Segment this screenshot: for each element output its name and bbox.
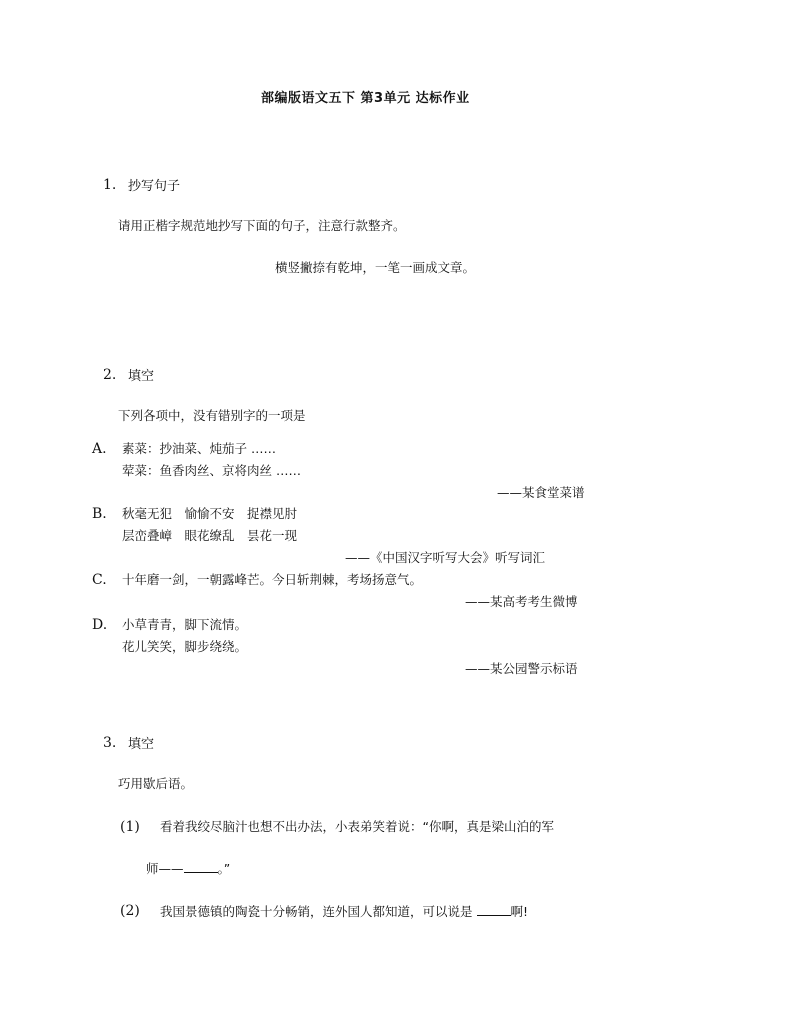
q2-option-d-line2: 花儿笑笑，脚步绕绕。: [122, 639, 248, 654]
document-title: 部编版语文五下 第3单元 达标作业: [261, 91, 470, 106]
q3-item2-number: (2): [120, 903, 140, 919]
q3-item2-text-after: 啊!: [510, 904, 529, 919]
q2-option-d-source: ——某公园警示标语: [465, 661, 578, 676]
q2-option-a-letter: A.: [92, 441, 107, 457]
q3-label: 填空: [128, 737, 155, 752]
q2-option-d-line1: 小草青青，脚下流情。: [122, 617, 248, 632]
q3-item1-text: 看着我绞尽脑汁也想不出办法，小表弟笑着说：“你啊，真是梁山泊的军: [160, 819, 554, 834]
q2-option-c-letter: C.: [92, 572, 107, 588]
q1-instruction: 请用正楷字规范地抄写下面的句子，注意行款整齐。: [118, 218, 406, 233]
q2-option-b-line2: 层峦叠嶂 眼花缭乱 昙花一现: [122, 528, 298, 543]
q3-item1-cont-after: 。”: [217, 861, 231, 876]
q3-item1-cont-before: 师——: [146, 861, 184, 876]
q2-label: 填空: [128, 369, 155, 384]
q2-option-a-line1: 素菜：抄油菜、炖茄子 ……: [122, 441, 276, 456]
q2-option-a-source: ——某食堂菜谱: [497, 485, 585, 500]
q2-option-d-letter: D.: [92, 617, 108, 633]
q2-option-b-line1: 秋毫无犯 愉愉不安 捉襟见肘: [122, 506, 298, 521]
q2-option-b-letter: B.: [92, 506, 107, 522]
q3-item2-answer-blank[interactable]: [477, 905, 511, 916]
q2-instruction: 下列各项中，没有错别字的一项是: [118, 408, 306, 423]
q2-number: 2.: [103, 367, 117, 383]
q1-label: 抄写句子: [128, 179, 181, 194]
q1-number: 1.: [103, 177, 117, 193]
q3-number: 3.: [103, 735, 117, 751]
q3-item1-continuation: [146, 862, 230, 876]
q3-item2-text: [160, 905, 528, 919]
q1-sentence: 横竖撇捺有乾坤，一笔一画成文章。: [275, 260, 476, 275]
q3-instruction: 巧用歇后语。: [118, 776, 194, 791]
q2-option-c-source: ——某高考考生微博: [465, 594, 578, 609]
q2-option-a-line2: 荤菜：鱼香肉丝、京将肉丝 ……: [122, 463, 301, 478]
q2-option-b-source: ——《中国汉字听写大会》听写词汇: [345, 550, 546, 565]
q3-item1-answer-blank[interactable]: [184, 862, 218, 873]
q2-option-c-line1: 十年磨一剑，一朝露峰芒。今日斩荆棘，考场扬意气。: [122, 572, 423, 587]
q3-item2-text-before: 我国景德镇的陶瓷十分畅销，连外国人都知道，可以说是: [160, 904, 473, 919]
q3-item1-number: (1): [120, 819, 140, 835]
